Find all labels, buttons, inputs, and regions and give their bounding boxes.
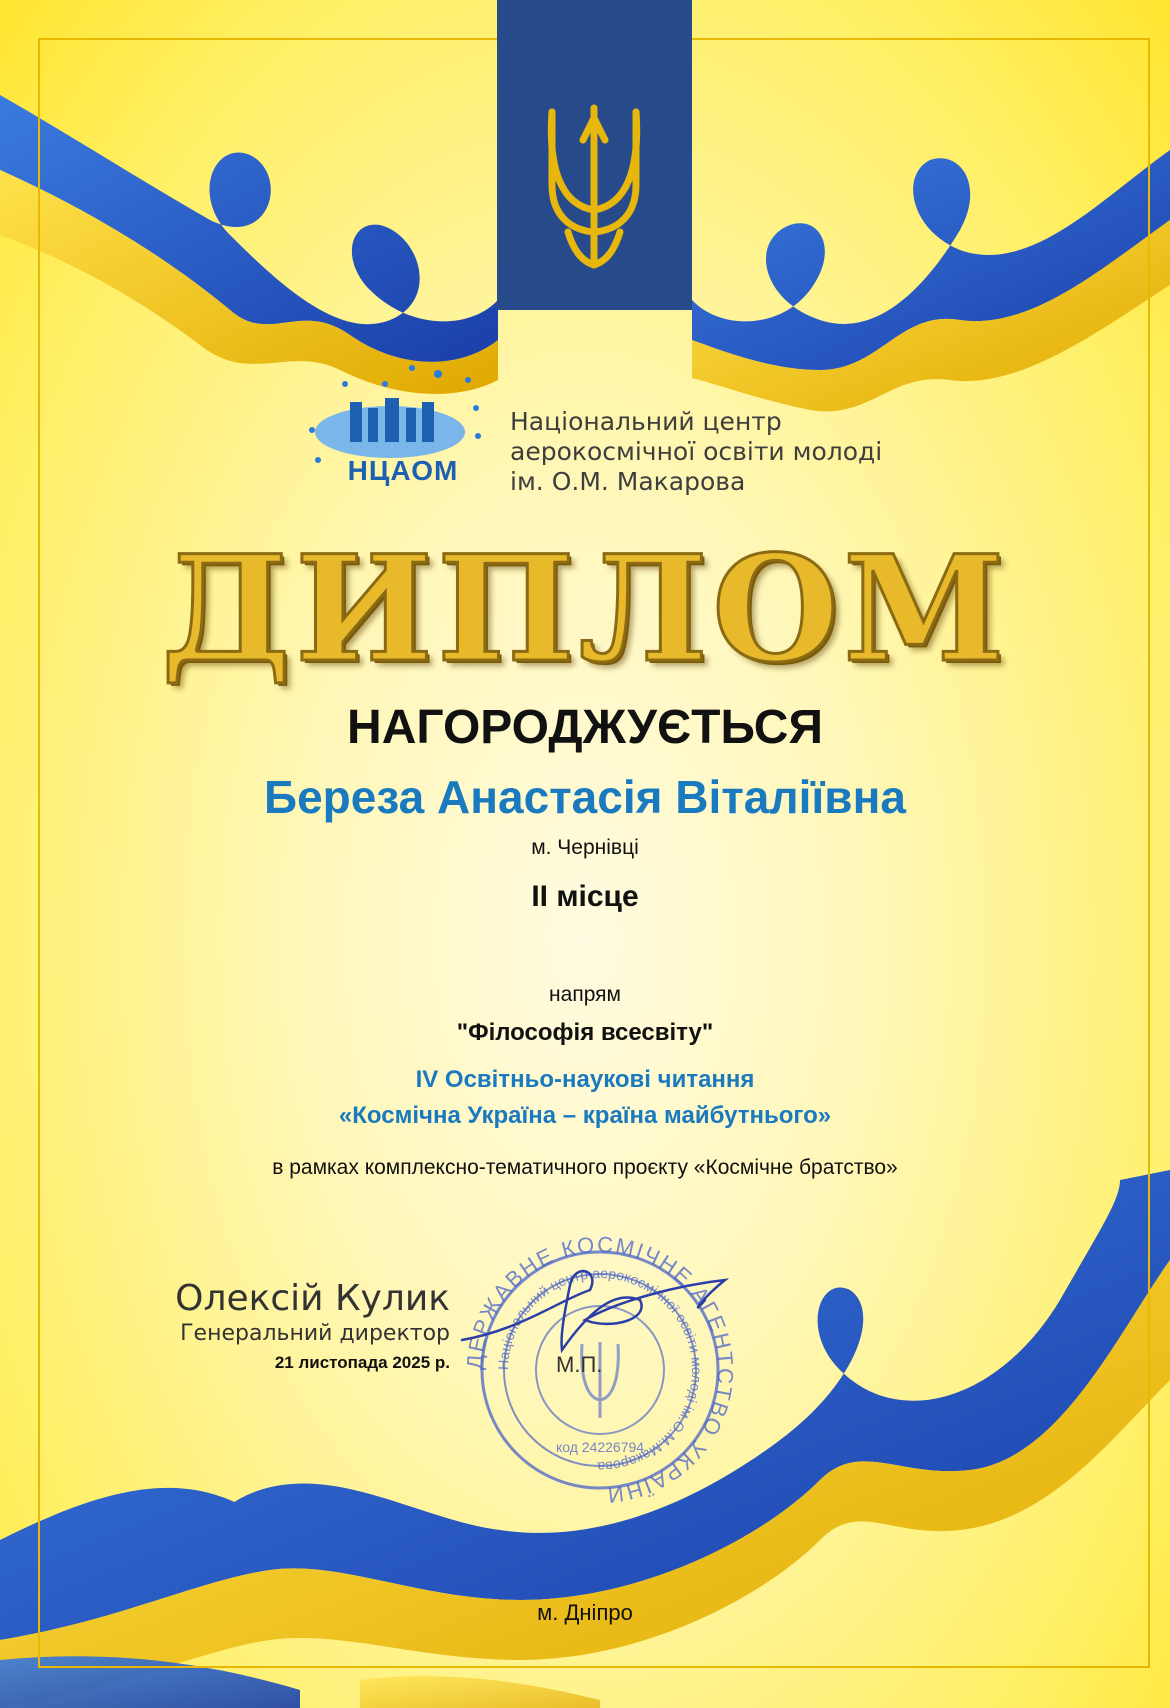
footer-city: м. Дніпро	[537, 1600, 633, 1625]
signatory-position: Генеральний директор	[180, 1321, 450, 1346]
stamp-outer-text: ДЕРЖАВНЕ КОСМІЧНЕ АГЕНТСТВО УКРАЇНИ	[461, 1231, 739, 1509]
org-line-3: ім. О.М. Макарова	[510, 467, 746, 496]
direction-label: напрям	[549, 983, 621, 1006]
award-label: НАГОРОДЖУЄТЬСЯ	[347, 701, 823, 754]
org-line-2: аерокосмічної освіти молоді	[510, 437, 883, 466]
recipient-place: ІІ місце	[531, 880, 639, 913]
diploma-title: ДИПЛОМ	[161, 524, 1009, 695]
org-line-1: Національний центр	[510, 407, 782, 436]
recipient-name: Береза Анастасія Віталіївна	[264, 771, 906, 823]
project-line: в рамках комплексно-тематичного проєкту «Космічне братство»	[272, 1156, 898, 1179]
logo-text: НЦАОМ	[347, 455, 459, 486]
event-title-line-2: «Космічна Україна – країна майбутнього»	[338, 1102, 832, 1129]
recipient-city: м. Чернівці	[531, 836, 639, 859]
stamp-code: код 24226794	[555, 1439, 645, 1455]
direction-name: "Філософія всесвіту"	[456, 1019, 714, 1046]
award-date: 21 листопада 2025 р.	[274, 1353, 450, 1372]
signatory-name: Олексій Кулик	[175, 1278, 450, 1319]
signatory-block	[150, 1278, 450, 1378]
mp-label: М.П.	[556, 1352, 603, 1377]
event-title-line-1: IV Освітньо-наукові читання	[415, 1066, 755, 1093]
stamp-inner-text: Національний центр аерокосмічної освіти молоді ім.О.М.Макарова	[494, 1264, 706, 1476]
